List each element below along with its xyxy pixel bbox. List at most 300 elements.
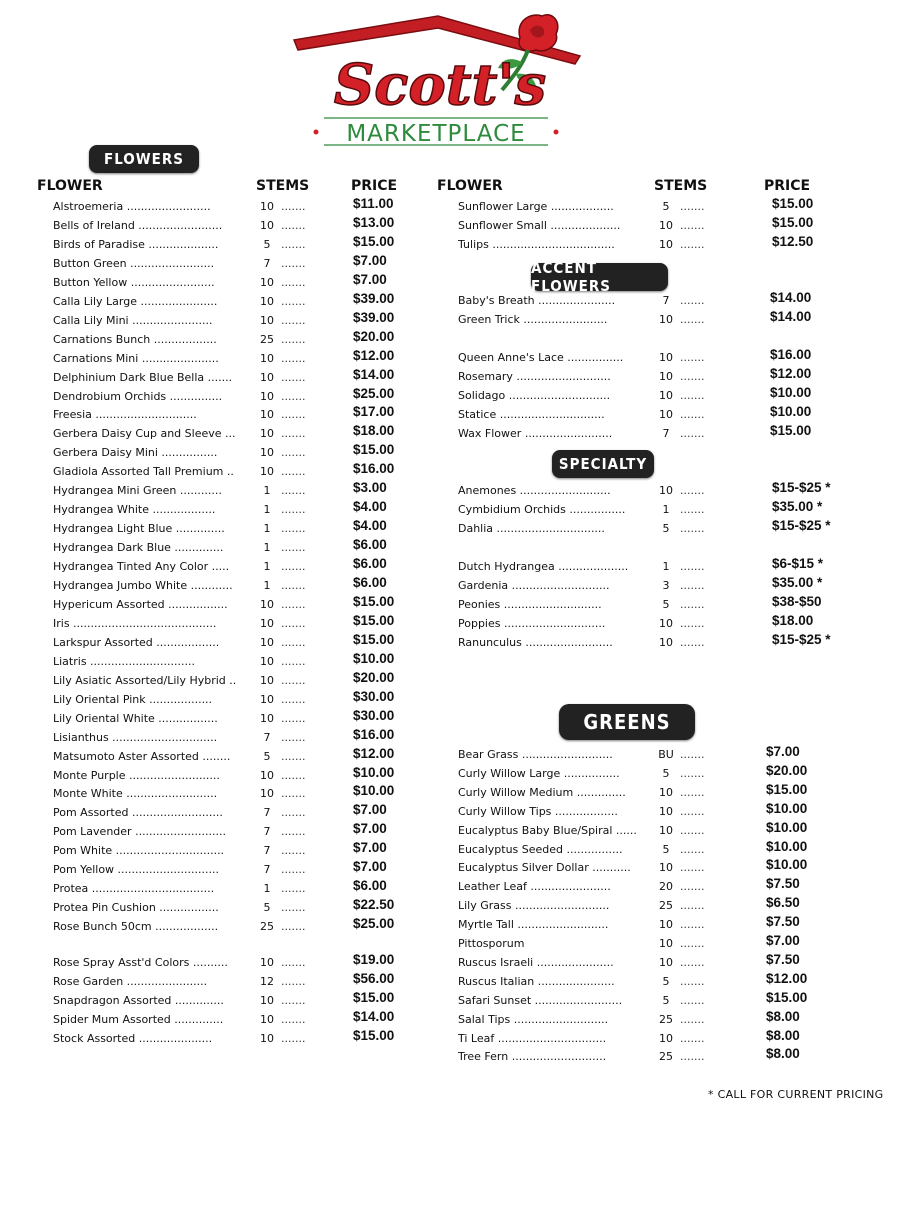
item-price: $14.00 [353, 367, 395, 382]
item-name: Wax Flower ......................... [458, 427, 613, 440]
leader-dots: ....... [680, 748, 705, 761]
item-stems: 10 [659, 351, 673, 364]
leader-dots: ....... [281, 200, 306, 213]
item-stems: 10 [659, 636, 673, 649]
item-name: Monte Purple .......................... [53, 769, 220, 782]
item-stems: 1 [263, 560, 271, 573]
item-stems: 5 [662, 766, 670, 780]
item-name: Liatris .............................. [53, 655, 195, 668]
item-name: Monte White .......................... [53, 787, 218, 800]
leader-dots: ....... [281, 674, 306, 687]
leader-dots: ....... [281, 238, 306, 251]
item-price: $8.00 [766, 1008, 800, 1024]
item-name: Eucalyptus Seeded ................ [458, 842, 623, 856]
item-name: Peonies ............................ [458, 598, 602, 611]
item-stems: 10 [659, 219, 673, 232]
item-name: Snapdragon Assorted .............. [53, 994, 224, 1007]
leader-dots: ....... [281, 276, 306, 289]
item-price: $15-$25 * [772, 518, 831, 533]
item-price: $14.00 [770, 309, 812, 324]
specialty-section-label: SPECIALTY [558, 455, 648, 473]
item-price: $15.00 [353, 594, 395, 609]
item-price: $15.00 [353, 442, 395, 457]
item-price: $15-$25 * [772, 632, 831, 647]
item-stems: 10 [260, 617, 274, 630]
item-name: Calla Lily Mini ....................... [53, 314, 213, 327]
item-stems: 10 [260, 390, 274, 403]
item-price: $6.00 [353, 878, 387, 893]
item-stems: 10 [260, 994, 274, 1007]
item-price: $18.00 [353, 423, 395, 438]
left-price-header: PRICE [351, 178, 398, 194]
item-name: Poppies ............................. [458, 617, 606, 630]
item-name: Curly Willow Tips .................. [458, 804, 618, 818]
item-price: $12.00 [353, 348, 395, 363]
item-name: Pom Lavender .......................... [53, 825, 226, 838]
item-name: Protea ................................... [53, 882, 215, 895]
item-stems: 10 [260, 465, 274, 478]
item-price: $15-$25 * [772, 480, 831, 495]
item-stems: 10 [260, 352, 274, 365]
item-stems: 7 [263, 257, 271, 270]
item-stems: 25 [260, 920, 274, 933]
item-price: $6.00 [353, 575, 387, 590]
item-name: Myrtle Tall .......................... [458, 918, 609, 932]
item-price: $4.00 [353, 518, 387, 533]
item-stems: 20 [659, 880, 673, 894]
item-stems: 10 [659, 955, 673, 969]
leader-dots: ....... [680, 1031, 705, 1045]
item-stems: 10 [260, 956, 274, 969]
item-price: $3.00 [353, 480, 387, 495]
accent-section-label: ACCENT FLOWERS [531, 259, 611, 295]
item-name: Birds of Paradise .................... [53, 238, 219, 251]
item-stems: 10 [659, 617, 673, 630]
item-price: $39.00 [353, 310, 395, 325]
item-price: $12.50 [772, 234, 814, 249]
item-price: $10.00 [766, 857, 808, 873]
item-price: $10.00 [770, 404, 812, 419]
leader-dots: ....... [680, 955, 705, 969]
item-name: Hydrangea Tinted Any Color ..... [53, 560, 230, 573]
item-price: $25.00 [353, 916, 395, 931]
item-price: $13.00 [353, 215, 395, 230]
leader-dots: ....... [281, 446, 306, 459]
item-stems: 10 [260, 446, 274, 459]
leader-dots: ....... [680, 351, 705, 364]
item-price: $19.00 [353, 952, 395, 967]
item-name: Carnations Mini ...................... [53, 352, 219, 365]
leader-dots: ....... [680, 899, 705, 913]
item-name: Gardenia ............................ [458, 579, 610, 592]
item-stems: 10 [659, 389, 673, 402]
item-name: Hydrangea Dark Blue .............. [53, 541, 224, 554]
item-name: Hydrangea White .................. [53, 503, 216, 516]
item-price: $15.00 [353, 1028, 395, 1043]
pricing-footnote: * CALL FOR CURRENT PRICING [708, 1088, 884, 1101]
leader-dots: ....... [680, 427, 705, 440]
item-name: Sunflower Small .................... [458, 219, 621, 232]
item-price: $15.00 [772, 196, 814, 211]
leader-dots: ....... [281, 257, 306, 270]
leader-dots: ....... [281, 1013, 306, 1026]
price-row [53, 918, 413, 937]
leader-dots: ....... [680, 785, 705, 799]
item-stems: 10 [659, 238, 673, 251]
leader-dots: ....... [680, 636, 705, 649]
item-price: $6.50 [766, 895, 800, 911]
item-name: Queen Anne's Lace ................ [458, 351, 624, 364]
item-stems: 25 [659, 899, 673, 913]
item-price: $30.00 [353, 708, 395, 723]
item-stems: 10 [659, 1031, 673, 1045]
item-stems: 7 [662, 294, 670, 307]
leader-dots: ....... [281, 825, 306, 838]
item-stems: 10 [260, 371, 274, 384]
item-name: Larkspur Assorted .................. [53, 636, 220, 649]
item-name: Lisianthus .............................. [53, 731, 218, 744]
item-stems: 25 [659, 1050, 673, 1064]
item-price: $12.00 [353, 746, 395, 761]
item-name: Dahlia ............................... [458, 522, 605, 535]
item-name: Lily Asiatic Assorted/Lily Hybrid .. [53, 674, 237, 687]
item-name: Green Trick ........................ [458, 313, 608, 326]
item-stems: 5 [662, 598, 670, 611]
item-price: $7.00 [353, 802, 387, 817]
item-stems: 7 [263, 863, 271, 876]
leader-dots: ....... [680, 617, 705, 630]
item-price: $6-$15 * [772, 556, 824, 571]
item-price: $15.00 [353, 632, 395, 647]
item-stems: 5 [263, 901, 271, 914]
item-price: $15.00 [766, 989, 808, 1005]
item-stems: 1 [263, 503, 271, 516]
leader-dots: ....... [680, 766, 705, 780]
leader-dots: ....... [680, 294, 705, 307]
leader-dots: ....... [680, 370, 705, 383]
price-row [458, 634, 858, 653]
item-price: $7.00 [353, 272, 387, 287]
leader-dots: ....... [281, 617, 306, 630]
item-price: $35.00 * [772, 499, 823, 514]
item-name: Ranunculus ......................... [458, 636, 613, 649]
item-name: Protea Pin Cushion ................. [53, 901, 219, 914]
item-stems: 1 [662, 503, 670, 516]
item-name: Carnations Bunch .................. [53, 333, 217, 346]
item-price: $10.00 [353, 651, 395, 666]
item-price: $38-$50 [772, 594, 822, 609]
leader-dots: ....... [281, 956, 306, 969]
item-price: $25.00 [353, 386, 395, 401]
item-stems: 10 [659, 408, 673, 421]
item-name: Delphinium Dark Blue Bella ....... [53, 371, 233, 384]
item-name: Button Green ........................ [53, 257, 215, 270]
item-price: $22.50 [353, 897, 395, 912]
accent-flowers-section-pill [531, 259, 668, 295]
item-name: Rosemary ........................... [458, 370, 611, 383]
item-name: Leather Leaf ....................... [458, 880, 611, 894]
leader-dots: ....... [680, 993, 705, 1007]
price-row [458, 1048, 858, 1067]
item-stems: 10 [659, 823, 673, 837]
item-price: $11.00 [353, 196, 394, 211]
item-stems: 1 [263, 541, 271, 554]
item-price: $10.00 [353, 765, 395, 780]
item-price: $17.00 [353, 404, 395, 419]
leader-dots: ....... [680, 238, 705, 251]
item-name: Dendrobium Orchids ............... [53, 390, 223, 403]
item-price: $7.50 [766, 914, 800, 930]
leader-dots: ....... [281, 750, 306, 763]
leader-dots: ....... [281, 465, 306, 478]
item-name: Gladiola Assorted Tall Premium .. [53, 465, 234, 478]
item-stems: 5 [662, 993, 670, 1007]
item-price: $10.00 [766, 800, 808, 816]
item-stems: 1 [263, 882, 271, 895]
greens-section-pill [559, 704, 695, 740]
specialty-section-pill [552, 450, 654, 478]
leader-dots: ....... [281, 806, 306, 819]
item-price: $56.00 [353, 971, 395, 986]
leader-dots: ....... [281, 560, 306, 573]
item-stems: 10 [659, 484, 673, 497]
left-stems-header: STEMS [256, 178, 310, 194]
item-price: $7.00 [353, 821, 387, 836]
item-name: Hypericum Assorted ................. [53, 598, 228, 611]
item-price: $12.00 [770, 366, 812, 381]
leader-dots: ....... [281, 920, 306, 933]
item-name: Salal Tips ........................... [458, 1012, 609, 1026]
item-stems: 1 [263, 484, 271, 497]
leader-dots: ....... [680, 200, 705, 213]
item-name: Matsumoto Aster Assorted ........ [53, 750, 231, 763]
item-stems: 10 [260, 655, 274, 668]
leader-dots: ....... [680, 408, 705, 421]
item-stems: 10 [659, 370, 673, 383]
item-price: $15.00 [772, 215, 814, 230]
leader-dots: ....... [281, 598, 306, 611]
item-stems: 10 [260, 674, 274, 687]
item-name: Pom White ............................... [53, 844, 225, 857]
price-row [458, 520, 858, 539]
item-stems: 10 [260, 769, 274, 782]
leader-dots: ....... [281, 522, 306, 535]
leader-dots: ....... [281, 427, 306, 440]
item-price: $15.00 [353, 613, 395, 628]
item-price: $15.00 [353, 234, 395, 249]
item-stems: 10 [260, 1013, 274, 1026]
leader-dots: ....... [680, 598, 705, 611]
item-name: Tree Fern ........................... [458, 1050, 607, 1064]
leader-dots: ....... [281, 994, 306, 1007]
leader-dots: ....... [281, 636, 306, 649]
price-row [458, 311, 858, 330]
item-price: $15.00 [766, 781, 808, 797]
item-stems: 25 [659, 1012, 673, 1026]
item-name: Gerbera Daisy Cup and Sleeve ... [53, 427, 236, 440]
brand-wordmark: Scott's [333, 52, 547, 118]
item-stems: 10 [659, 785, 673, 799]
item-price: $20.00 [353, 670, 395, 685]
item-name: Freesia ............................. [53, 408, 197, 421]
item-price: $7.00 [353, 840, 387, 855]
leader-dots: ....... [281, 975, 306, 988]
item-name: Curly Willow Large ................ [458, 766, 620, 780]
item-name: Statice .............................. [458, 408, 605, 421]
item-price: $10.00 [766, 819, 808, 835]
item-name: Gerbera Daisy Mini ................ [53, 446, 218, 459]
item-stems: 25 [260, 333, 274, 346]
item-stems: 10 [260, 219, 274, 232]
leader-dots: ....... [680, 522, 705, 535]
leader-dots: ....... [281, 769, 306, 782]
item-stems: 10 [260, 408, 274, 421]
item-name: Ruscus Israeli ...................... [458, 955, 614, 969]
leader-dots: ....... [680, 313, 705, 326]
leader-dots: ....... [680, 579, 705, 592]
item-price: $14.00 [770, 290, 812, 305]
item-stems: 10 [260, 314, 274, 327]
price-row [458, 425, 858, 444]
item-name: Cymbidium Orchids ................ [458, 503, 626, 516]
item-price: $35.00 * [772, 575, 823, 590]
item-name: Eucalyptus Baby Blue/Spiral ...... [458, 823, 637, 837]
item-name: Tulips ................................... [458, 238, 615, 251]
item-price: $20.00 [353, 329, 395, 344]
scotts-marketplace-logo [290, 8, 590, 153]
item-name: Hydrangea Mini Green ............ [53, 484, 222, 497]
flowers-section-label: FLOWERS [104, 150, 184, 168]
leader-dots: ....... [680, 823, 705, 837]
item-stems: 10 [260, 787, 274, 800]
item-name: Baby's Breath ...................... [458, 294, 616, 307]
item-price: $7.00 [766, 933, 800, 948]
item-name: Lily Oriental White ................. [53, 712, 218, 725]
leader-dots: ....... [281, 731, 306, 744]
leader-dots: ....... [680, 1050, 705, 1064]
leader-dots: ....... [281, 541, 306, 554]
item-stems: 10 [659, 937, 673, 950]
item-stems: 10 [659, 861, 673, 875]
flowers-section-pill [89, 145, 199, 173]
item-name: Ruscus Italian ...................... [458, 974, 615, 988]
item-name: Hydrangea Light Blue .............. [53, 522, 225, 535]
item-name: Anemones .......................... [458, 484, 611, 497]
item-stems: 10 [260, 200, 274, 213]
leader-dots: ....... [281, 295, 306, 308]
item-price: $7.00 [766, 744, 800, 759]
leader-dots: ....... [680, 503, 705, 516]
item-stems: 7 [263, 825, 271, 838]
right-price-header: PRICE [764, 178, 811, 194]
leader-dots: ....... [680, 937, 705, 950]
leader-dots: ....... [680, 880, 705, 894]
item-stems: 7 [263, 731, 271, 744]
leader-dots: ....... [281, 787, 306, 800]
item-name: Alstroemeria ........................ [53, 200, 211, 213]
leader-dots: ....... [281, 408, 306, 421]
leader-dots: ....... [281, 844, 306, 857]
item-price: $12.00 [766, 970, 808, 986]
item-stems: 5 [263, 750, 271, 763]
leader-dots: ....... [281, 863, 306, 876]
leader-dots: ....... [680, 842, 705, 856]
item-stems: 7 [662, 427, 670, 440]
item-price: $30.00 [353, 689, 395, 704]
item-price: $8.00 [766, 1046, 800, 1062]
leader-dots: ....... [281, 882, 306, 895]
leader-dots: ....... [281, 1032, 306, 1045]
item-price: $10.00 [770, 385, 812, 400]
item-name: Hydrangea Jumbo White ............ [53, 579, 233, 592]
item-stems: 12 [260, 975, 274, 988]
item-stems: 7 [263, 806, 271, 819]
leader-dots: ....... [281, 390, 306, 403]
item-stems: 1 [662, 560, 670, 573]
leader-dots: ....... [281, 655, 306, 668]
item-stems: 5 [662, 974, 670, 988]
item-name: Stock Assorted ..................... [53, 1032, 213, 1045]
leader-dots: ....... [680, 1012, 705, 1026]
right-flower-header: FLOWER [437, 178, 503, 194]
item-name: Pittosporum [458, 937, 525, 950]
leader-dots: ....... [281, 219, 306, 232]
item-name: Bells of Ireland ........................ [53, 219, 223, 232]
item-name: Ti Leaf ............................... [458, 1031, 607, 1045]
leader-dots: ....... [281, 484, 306, 497]
item-stems: 10 [260, 295, 274, 308]
leader-dots: ....... [680, 389, 705, 402]
item-stems: 7 [263, 844, 271, 857]
item-price: $16.00 [353, 727, 395, 742]
item-name: Lily Grass ........................... [458, 899, 610, 913]
leader-dots: ....... [680, 804, 705, 818]
item-stems: 5 [662, 842, 670, 856]
item-name: Pom Yellow ............................. [53, 863, 219, 876]
leader-dots: ....... [680, 974, 705, 988]
item-price: $7.00 [353, 859, 387, 874]
item-stems: 10 [260, 598, 274, 611]
brand-tagline: MARKETPLACE [346, 121, 526, 147]
item-price: $6.00 [353, 537, 387, 552]
leader-dots: ....... [680, 918, 705, 932]
item-stems: 5 [662, 200, 670, 213]
leader-dots: ....... [281, 371, 306, 384]
item-stems: 10 [260, 427, 274, 440]
item-price: $4.00 [353, 499, 387, 514]
item-price: $20.00 [766, 762, 808, 778]
item-price: $10.00 [353, 783, 395, 798]
item-stems: 5 [263, 238, 271, 251]
item-price: $8.00 [766, 1027, 800, 1043]
leader-dots: ....... [281, 352, 306, 365]
item-name: Eucalyptus Silver Dollar ........... [458, 861, 631, 875]
item-stems: 10 [260, 1032, 274, 1045]
leader-dots: ....... [281, 503, 306, 516]
item-name: Spider Mum Assorted .............. [53, 1013, 224, 1026]
item-name: Rose Spray Asst'd Colors .......... [53, 956, 228, 969]
leader-dots: ....... [281, 333, 306, 346]
greens-section-label: GREENS [583, 710, 671, 734]
item-stems: 1 [263, 579, 271, 592]
leader-dots: ....... [281, 693, 306, 706]
item-price: $6.00 [353, 556, 387, 571]
item-name: Lily Oriental Pink .................. [53, 693, 213, 706]
item-name: Button Yellow ........................ [53, 276, 215, 289]
item-name: Bear Grass .......................... [458, 748, 613, 761]
leader-dots: ....... [281, 901, 306, 914]
leader-dots: ....... [281, 314, 306, 327]
